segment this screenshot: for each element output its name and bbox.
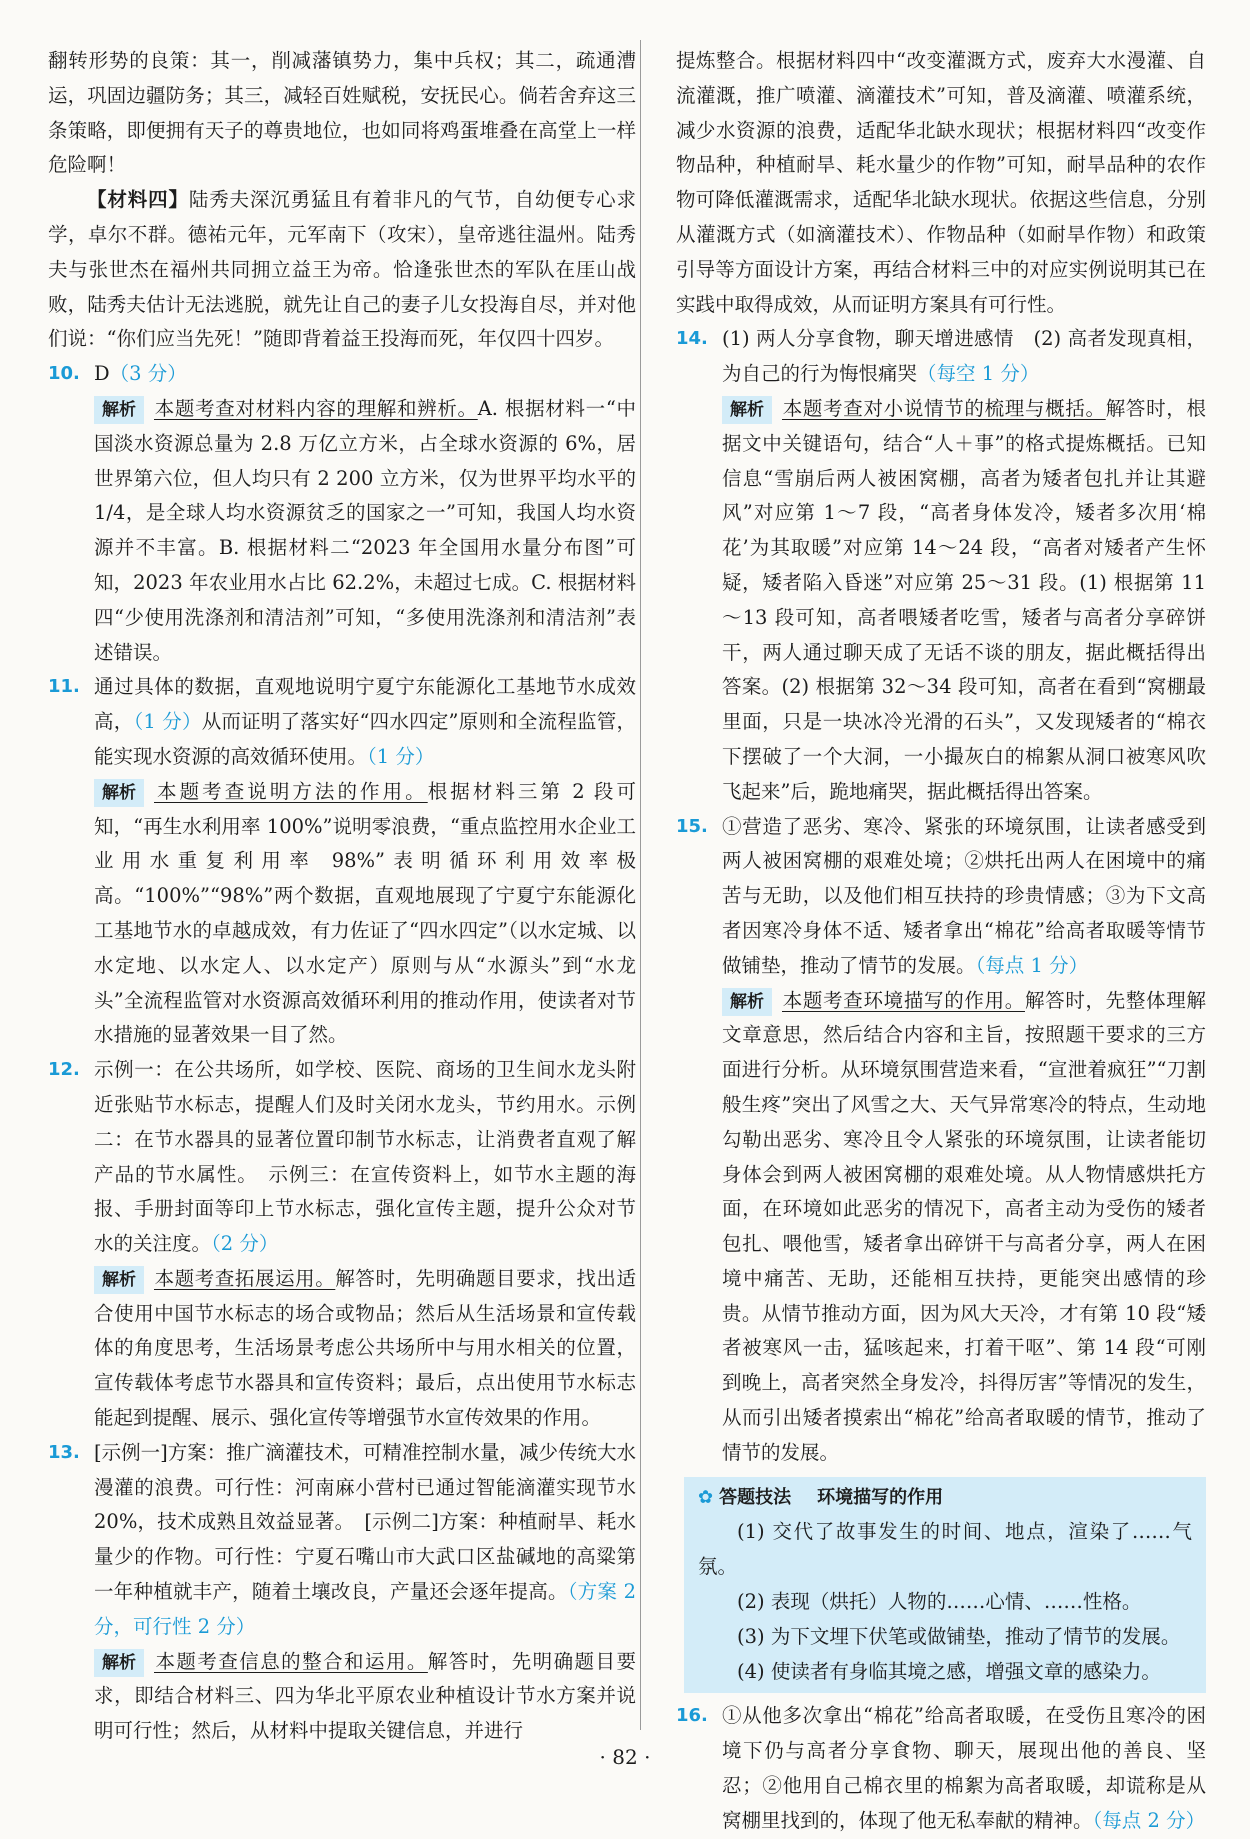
tips-item: (4) 使读者有身临其境之感，增强文章的感染力。 bbox=[737, 1659, 1161, 1683]
question-number: 13. bbox=[48, 1441, 80, 1463]
tips-item: (1) 交代了故事发生的时间、地点，渲染了……气氛。 bbox=[698, 1520, 1192, 1579]
score: （每空 1 分） bbox=[917, 362, 1040, 386]
answer-part-1: 通过具体的数据，直观地说明宁夏宁东能源化工基地节水成效高， bbox=[94, 675, 636, 734]
question-14 bbox=[676, 322, 1206, 392]
score: （1 分） bbox=[367, 744, 435, 768]
analysis-text: 根据材料三第 2 段可知，“再生水利用率 100%”说明零浪费，“重点监控用水企业工业用水重复利用率 98%”表明循环利用效率极高。“100%”“98%”两个数据，直观地展现了宁夏宁东能源化工基地节水的卓越成效，有力佐证了“四水四定”（以水定城、以水定地、以水定人、以水定产）原则与从“水源头”到“水龙头”全流程监管对水资源高效循环利用的推动作用，使读者对节水措施的显著效果一目了然。 bbox=[94, 779, 636, 1047]
material-four bbox=[48, 183, 636, 357]
intro-paragraph: 翻转形势的良策：其一，削减藩镇势力，集中兵权；其二，疏通漕运，巩固边疆防务；其三，减轻百姓赋税，安抚民心。倘若舍弃这三条策略，即便拥有天子的尊贵地位，也如同将鸡蛋堆叠在高堂上一样危险啊！ bbox=[48, 49, 636, 177]
tips-item: (3) 为下文埋下伏笔或做铺垫，推动了情节的发展。 bbox=[737, 1624, 1181, 1648]
answer: D bbox=[94, 362, 110, 386]
analysis-text: 解答时，根据文中关键语句，结合“人＋事”的格式提炼概括。已知信息“雪崩后两人被困窝棚，高者为矮者包扎并让其避风”对应第 1～7 段，“高者身体发冷，矮者多次用‘棉花’为其取暖”对应第 14～24 段，“高者对矮者产生怀疑，矮者陷入昏迷”对应第 25～31 段。(1) 根据第 11～13 段可知，高者喂矮者吃雪，矮者与高者分享碎饼干，两人通过聊天成了无话不谈的朋友，据此概括得出答案。(2) 根据第 32～34 段可知，高者在看到“窝棚最里面，只是一块冰冷光滑的石头”，又发现矮者的“棉衣下摆破了一个大洞，一小撮灰白的棉絮从洞口被寒风吹飞起来”后，跪地痛哭，据此概括得出答案。 bbox=[722, 396, 1206, 803]
gear-icon: ✿ bbox=[698, 1486, 714, 1508]
tips-header bbox=[698, 1481, 1192, 1516]
material-four-text: 陆秀夫深沉勇猛且有着非凡的气节，自幼便专心求学，卓尔不群。德祐元年，元军南下（攻宋），皇帝逃往温州。陆秀夫与张世杰在福州共同拥立益王为帝。恰逢张世杰的军队在厓山战败，陆秀夫估计无法逃脱，就先让自己的妻子儿女投海自尽，并对他们说：“你们应当先死！”随即背着益王投海而死，年仅四十四岁。 bbox=[48, 188, 636, 351]
score: （方案 2 分，可行性 2 分） bbox=[94, 1580, 636, 1638]
analysis-lead: 本题考查说明方法的作用。 bbox=[154, 779, 428, 803]
column-divider bbox=[640, 40, 641, 1730]
analysis-badge: 解析 bbox=[722, 396, 772, 424]
tips-item: (2) 表现（烘托）人物的……心情、……性格。 bbox=[737, 1590, 1142, 1614]
analysis-11 bbox=[48, 775, 636, 1053]
score: （2 分） bbox=[211, 1232, 279, 1256]
question-number: 11. bbox=[48, 676, 80, 698]
analysis-13 bbox=[48, 1645, 636, 1749]
analysis-15 bbox=[676, 984, 1206, 1471]
question-number: 14. bbox=[676, 328, 708, 350]
analysis-badge: 解析 bbox=[94, 1266, 144, 1294]
right-column bbox=[676, 44, 1206, 1839]
answer: [示例一]方案：推广滴灌技术，可精准控制水量，减少传统大水漫灌的浪费。可行性：河南麻小营村已通过智能滴灌实现节水 20%，技术成熟且效益显著。 [示例二]方案：种植耐旱、耗水量少的作物。可行性：宁夏石嘴山市大武口区盐碱地的高粱第一年种植就丰产，随着土壤改良，产量还会逐年提高。 bbox=[94, 1440, 636, 1604]
question-number: 16. bbox=[676, 1705, 708, 1727]
score: （每点 1 分） bbox=[975, 953, 1089, 977]
tips-subtitle: 环境描写的作用 bbox=[817, 1486, 944, 1508]
answer: (1) 两人分享食物，聊天增进感情 (2) 高者发现真相，为自己的行为悔恨痛哭 bbox=[722, 327, 1206, 386]
analysis-text: 解答时，先整体理解文章意思，然后结合内容和主旨，按照题干要求的三方面进行分析。从环境氛围营造来看，“宣泄着疯狂”“刀割般生疼”突出了风雪之大、天气异常寒冷的特点，生动地勾勒出恶劣、寒冷且令人紧张的环境氛围，让读者能切身体会到两人被困窝棚的艰难处境。从人物情感烘托方面，在环境如此恶劣的情况下，高者主动为受伤的矮者包扎、喂他雪，矮者拿出碎饼干与高者分享，两人在困境中痛苦、无助，还能相互扶持，更能突出感情的珍贵。从情节推动方面，因为风大天冷，才有第 10 段“矮者被寒风一击，猛咳起来，打着干呕”、第 14 段“可刚到晚上，高者突然全身发冷，抖得厉害”等情况的发生，从而引出矮者摸索出“棉花”给高者取暖的情节，推动了情节的发展。 bbox=[722, 988, 1206, 1464]
question-number: 12. bbox=[48, 1059, 80, 1081]
question-10 bbox=[48, 357, 636, 392]
analysis-10 bbox=[48, 392, 636, 670]
answer-part-2: 从而证明了落实好“四水四定”原则和全流程监管，能实现水资源的高效循环使用。 bbox=[94, 710, 636, 768]
tips-title: 答题技法 bbox=[719, 1486, 792, 1508]
left-column bbox=[48, 44, 636, 1749]
answer-tips-box bbox=[684, 1477, 1206, 1694]
question-11 bbox=[48, 670, 636, 774]
analysis-12 bbox=[48, 1262, 636, 1436]
analysis-text: 解答时，先明确题目要求，找出适合使用中国节水标志的场合或物品；然后从生活场景和宣传载体的角度思考，生活场景考虑公共场所中与用水相关的位置，宣传载体考虑节水器具和宣传资料；最后，点出使用节水标志能起到提醒、展示、强化宣传等增强节水宣传效果的作用。 bbox=[94, 1266, 636, 1430]
answer: ①从他多次拿出“棉花”给高者取暖，在受伤且寒冷的困境下仍与高者分享食物、聊天，展现出他的善良、坚忍；②他用自己棉衣里的棉絮为高者取暖，却谎称是从窝棚里找到的，体现了他无私奉献的精神。 bbox=[722, 1704, 1206, 1832]
analysis-badge: 解析 bbox=[722, 988, 772, 1016]
analysis-badge: 解析 bbox=[94, 779, 144, 807]
analysis-text: 解答时，先明确题目要求，即结合材料三、四为华北平原农业种植设计节水方案并说明可行性；然后，从材料中提取关键信息，并进行 bbox=[94, 1649, 636, 1743]
score: （3 分） bbox=[109, 362, 187, 386]
analysis-14 bbox=[676, 392, 1206, 810]
analysis-13-continued: 提炼整合。根据材料四中“改变灌溉方式，废弃大水漫灌、自流灌溉，推广喷灌、滴灌技术”可知，普及滴灌、喷灌系统，减少水资源的浪费，适配华北缺水现状；根据材料四“改变作物品种，种植耐旱、耗水量少的作物”可知，耐旱品种的农作物可降低灌溉需求，适配华北缺水现状。依据这些信息，分别从灌溉方式（如滴灌技术）、作物品种（如耐旱作物）和政策引导等方面设计方案，再结合材料三中的对应实例说明其已在实践中取得成效，从而证明方案具有可行性。 bbox=[676, 49, 1206, 316]
analysis-lead: 本题考查对小说情节的梳理与概括。 bbox=[782, 396, 1106, 420]
analysis-lead: 本题考查拓展运用。 bbox=[154, 1266, 336, 1290]
score: （每点 2 分） bbox=[1092, 1808, 1206, 1832]
analysis-badge: 解析 bbox=[94, 396, 144, 424]
question-number: 10. bbox=[48, 363, 80, 385]
question-number: 15. bbox=[676, 815, 708, 837]
page-number: · 82 · bbox=[599, 1745, 651, 1769]
analysis-lead: 本题考查信息的整合和运用。 bbox=[154, 1649, 428, 1673]
analysis-lead: 本题考查环境描写的作用。 bbox=[782, 988, 1025, 1012]
question-15 bbox=[676, 810, 1206, 984]
question-12 bbox=[48, 1053, 636, 1262]
answer: 示例一：在公共场所，如学校、医院、商场的卫生间水龙头附近张贴节水标志，提醒人们及时关闭水龙头，节约用水。示例二：在节水器具的显著位置印制节水标志，让消费者直观了解产品的节水属性。 示例三：在宣传资料上，如节水主题的海报、手册封面等印上节水标志，强化宣传主题，提升公众对节水的关注度。 bbox=[94, 1058, 636, 1256]
analysis-lead: 本题考查对材料内容的理解和辨析。 bbox=[154, 396, 478, 420]
question-13 bbox=[48, 1436, 636, 1645]
material-four-label: 【材料四】 bbox=[87, 188, 189, 212]
score: （1 分） bbox=[133, 710, 202, 734]
analysis-text: A. 根据材料一“中国淡水资源总量为 2.8 万亿立方米，占全球水资源的 6%，居世界第六位，但人均只有 2 200 立方米，仅为世界平均水平的 1/4，是全球人均水资源贫乏的国家之一”可知，我国人均水资源并不丰富。B. 根据材料二“2023 年全国用水量分布图”可知，2023 年农业用水占比 62.2%，未超过七成。C. 根据材料四“少使用洗涤剂和清洁剂”可知，“多使用洗涤剂和清洁剂”表述错误。 bbox=[94, 396, 636, 664]
answer: ①营造了恶劣、寒冷、紧张的环境氛围，让读者感受到两人被困窝棚的艰难处境；②烘托出两人在困境中的痛苦与无助，以及他们相互扶持的珍贵情感；③为下文高者因寒冷身体不适、矮者拿出“棉花”给高者取暖等情节做铺垫，推动了情节的发展。 bbox=[722, 814, 1206, 977]
analysis-badge: 解析 bbox=[94, 1649, 144, 1677]
